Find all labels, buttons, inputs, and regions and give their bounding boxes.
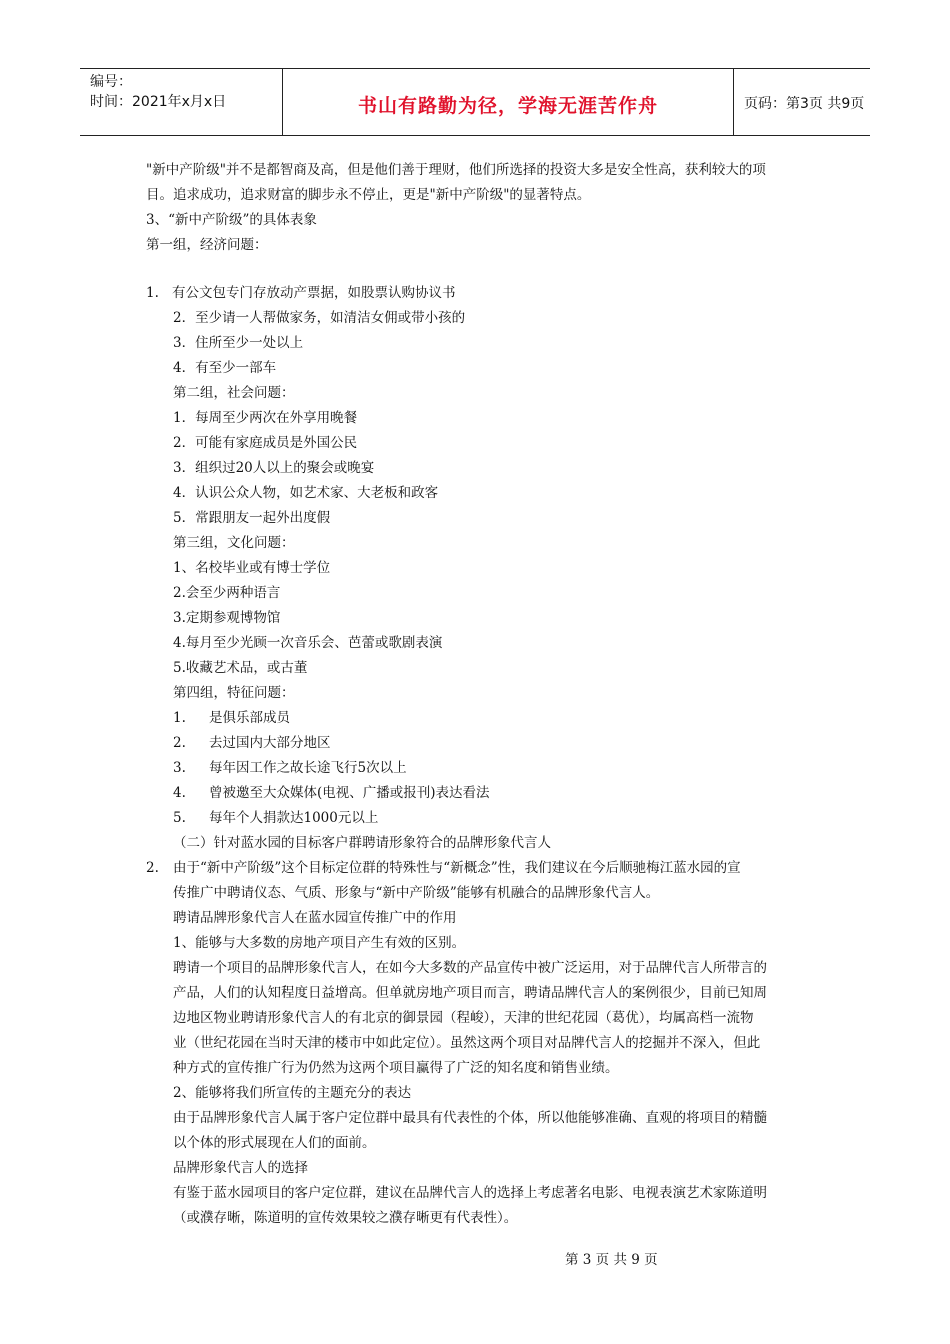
paragraph-line: 产品，人们的认知程度日益增高。但单就房地产项目而言，聘请品牌代言人的案例很少，目前已知周 <box>173 985 767 1001</box>
list-item <box>173 809 378 827</box>
paragraph-line: 由于品牌形象代言人属于客户定位群中最具有代表性的个体，所以他能够准确、直观的将项目的精髓 <box>173 1110 767 1126</box>
group-title: 第三组，文化问题： <box>173 535 295 551</box>
list-item: 2．至少请一人帮做家务，如清洁女佣或带小孩的 <box>173 310 466 326</box>
list-item: 2.会至少两种语言 <box>173 585 281 601</box>
paragraph-line <box>146 859 741 877</box>
list-item: 2．可能有家庭成员是外国公民 <box>173 435 358 451</box>
group-title: 第一组，经济问题： <box>146 237 268 253</box>
subheading: 聘请品牌形象代言人在蓝水园宣传推广中的作用 <box>173 910 457 926</box>
motto-text: 书山有路勤为径，学海无涯苦作舟 <box>357 95 658 117</box>
list-item <box>173 734 331 752</box>
list-text: 曾被邀至大众媒体(电视、广播或报刊)表达看法 <box>209 785 490 801</box>
paragraph-line: 边地区物业聘请形象代言人的有北京的御景园（程峻），天津的世纪花园（葛优），均属高档一流物 <box>173 1010 754 1026</box>
list-number: 1. <box>173 710 186 726</box>
header-page-label: 页码：第3页 共9页 <box>744 96 865 112</box>
list-item: 3．住所至少一处以上 <box>173 335 304 351</box>
list-text: 每年因工作之故长途飞行5次以上 <box>209 760 407 776</box>
paragraph-line: （或濮存晰，陈道明的宣传效果较之濮存晰更有代表性）。 <box>173 1210 518 1226</box>
section-heading: 3、“新中产阶级”的具体表象 <box>146 212 317 228</box>
code-label: 编号： <box>90 74 132 90</box>
list-text: 有公文包专门存放动产票据，如股票认购协议书 <box>172 285 456 301</box>
subheading: 2、能够将我们所宣传的主题充分的表达 <box>173 1085 412 1101</box>
list-number: 4. <box>173 785 186 801</box>
list-item: 3.定期参观博物馆 <box>173 610 281 626</box>
list-number: 5. <box>173 810 186 826</box>
paragraph-line: "新中产阶级"并不是都智商及高，但是他们善于理财，他们所选择的投资大多是安全性高，获利较大的项 <box>146 162 766 178</box>
list-item: 4．有至少一部车 <box>173 360 277 376</box>
subheading: 1、能够与大多数的房地产项目产生有效的区别。 <box>173 935 466 951</box>
list-item: 1．每周至少两次在外享用晚餐 <box>173 410 358 426</box>
paragraph-line: 种方式的宣传推广行为仍然为这两个项目赢得了广泛的知名度和销售业绩。 <box>173 1060 619 1076</box>
list-text: 是俱乐部成员 <box>209 710 290 726</box>
list-item: 5．常跟朋友一起外出度假 <box>173 510 331 526</box>
list-item <box>173 784 490 802</box>
paragraph-line: 以个体的形式展现在人们的面前。 <box>173 1135 376 1151</box>
paragraph-line: 聘请一个项目的品牌形象代言人，在如今大多数的产品宣传中被广泛运用，对于品牌代言人所带言的 <box>173 960 767 976</box>
list-item <box>173 759 407 777</box>
list-number: 2. <box>173 735 186 751</box>
list-text: 去过国内大部分地区 <box>209 735 331 751</box>
list-text: 由于“新中产阶级”这个目标定位群的特殊性与“新概念”性，我们建议在今后顺驰梅江蓝水园的宣 <box>173 860 741 876</box>
page-footer: 第 3 页 共 9 页 <box>565 1252 658 1268</box>
list-item: 3．组织过20人以上的聚会或晚宴 <box>173 460 375 476</box>
list-item: 4．认识公众人物，如艺术家、大老板和政客 <box>173 485 439 501</box>
list-item: 4.每月至少光顾一次音乐会、芭蕾或歌剧表演 <box>173 635 443 651</box>
list-item: 1、名校毕业或有博士学位 <box>173 560 331 576</box>
header-meta <box>80 69 282 135</box>
paragraph-line: 业（世纪花园在当时天津的楼市中如此定位）。虽然这两个项目对品牌代言人的挖掘并不深入，但此 <box>173 1035 761 1051</box>
subheading: 品牌形象代言人的选择 <box>173 1160 308 1176</box>
paragraph-line: 传推广中聘请仪态、气质、形象与“新中产阶级”能够有机融合的品牌形象代言人。 <box>173 885 660 901</box>
document-header <box>80 68 870 136</box>
list-number: 1. <box>146 285 159 301</box>
header-motto-cell <box>282 69 734 135</box>
section-heading: （二）针对蓝水园的目标客户群聘请形象符合的品牌形象代言人 <box>173 835 551 851</box>
list-number: 3. <box>173 760 186 776</box>
list-item: 5.收藏艺术品，或古董 <box>173 660 308 676</box>
paragraph-line: 目。追求成功，追求财富的脚步永不停止，更是"新中产阶级"的显著特点。 <box>146 187 591 203</box>
paragraph-line: 有鉴于蓝水园项目的客户定位群，建议在品牌代言人的选择上考虑著名电影、电视表演艺术家陈道明 <box>173 1185 767 1201</box>
list-item <box>146 284 456 302</box>
list-number: 2. <box>146 860 159 876</box>
group-title: 第二组，社会问题： <box>173 385 295 401</box>
group-title: 第四组，特征问题： <box>173 685 295 701</box>
list-text: 每年个人捐款达1000元以上 <box>209 810 379 826</box>
time-label: 时间：2021年x月x日 <box>90 94 227 110</box>
list-item <box>173 709 290 727</box>
